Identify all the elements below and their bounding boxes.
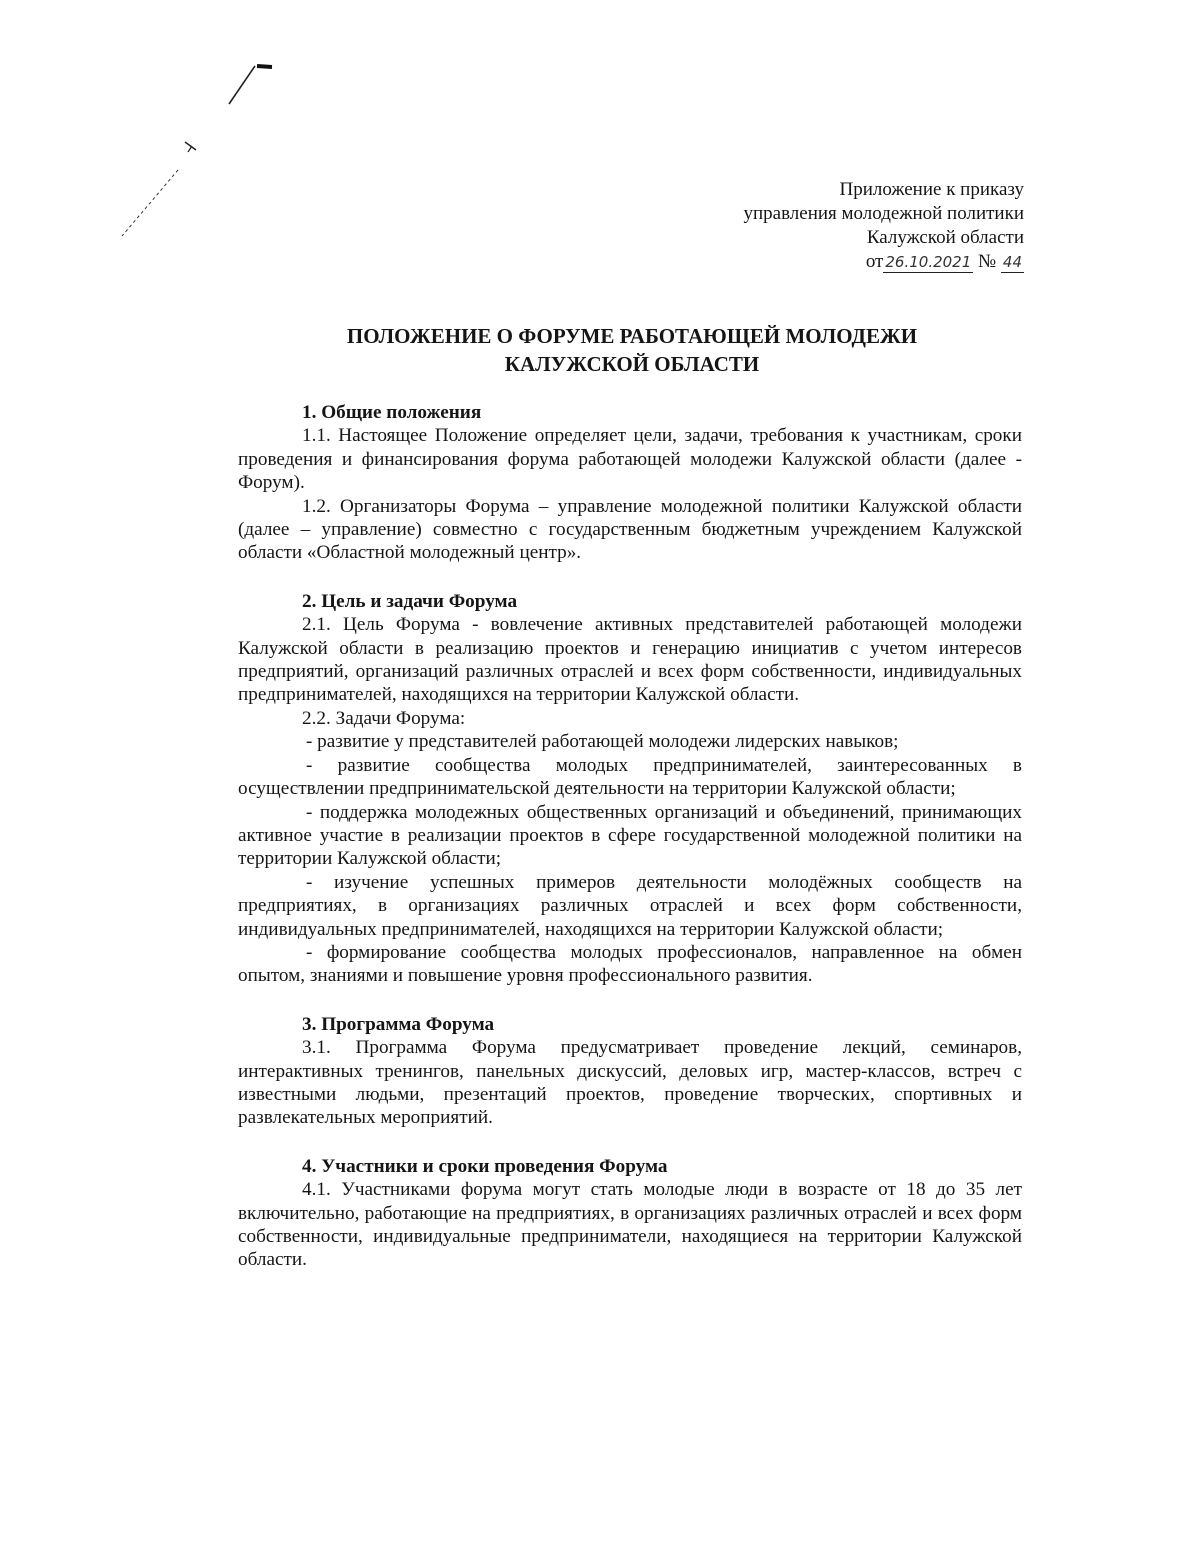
paragraph: 3.1. Программа Форума предусматривает проведение лекций, семинаров, интерактивных тренингов, панельных дискуссий, деловых игр, мастер-классов, встреч с известными людьми, презентаций проектов, проведение творческих, спортивных и развлекательных мероприятий. (238, 1037, 1022, 1129)
pen-tick-2 (188, 146, 192, 152)
paragraph: 4.1. Участниками форума могут стать молодые люди в возрасте от 18 до 35 лет включительно, работающие на предприятиях, в организациях различных отраслей и всех форм собственности, индивидуальные предприниматели, находящиеся на территории Калужской области. (238, 1179, 1022, 1271)
header-line-1: Приложение к приказу (839, 179, 1024, 200)
order-attachment-header (743, 178, 1024, 274)
list-item: - изучение успешных примеров деятельности молодёжных сообществ на предприятиях, в организациях различных отраслей и всех форм собственности, индивидуальных предпринимателей, находящихся на территории Калужской области; (238, 871, 1022, 940)
section-heading: 4. Участники и сроки проведения Форума (302, 1155, 668, 1177)
list-item: - поддержка молодежных общественных организаций и объединений, принимающих активное участие в реализации проектов в сфере государственной молодежной политики на территории Калужской области; (238, 801, 1022, 870)
handwritten-number: 44 (1002, 253, 1022, 271)
pen-stroke (229, 66, 255, 104)
section-heading: 1. Общие положения (302, 402, 482, 423)
paragraph: 2.1. Цель Форума - вовлечение активных представителей работающей молодежи Калужской области в реализацию проектов и генерацию инициатив с учетом интересов предприятий, организаций различных отраслей и всех форм собственности, индивидуальных предпринимателей, находящихся на территории Калужской области. (238, 614, 1022, 706)
section-heading: 3. Программа Форума (302, 1013, 495, 1035)
paragraph: 2.2. Задачи Форума: (302, 707, 466, 729)
header-line-3: Калужской области (866, 227, 1024, 248)
paragraph: 1.1. Настоящее Положение определяет цели, задачи, требования к участникам, сроки проведения и финансирования форума работающей молодежи Калужской области (далее - Форум). (238, 425, 1022, 494)
header-line-2: управления молодежной политики (743, 203, 1024, 224)
section-goals (238, 590, 1022, 988)
document-title (240, 322, 1024, 378)
faint-scan-line (122, 170, 178, 236)
section-participants (238, 1155, 1022, 1272)
document-body (238, 401, 1022, 1297)
list-item: - формирование сообщества молодых профессионалов, направленное на обмен опытом, знаниями и повышение уровня профессионального развития. (238, 941, 1022, 987)
number-prefix: № (978, 251, 997, 272)
section-program (238, 1013, 1022, 1130)
scan-marks (0, 0, 300, 260)
title-line-1: ПОЛОЖЕНИЕ О ФОРУМЕ РАБОТАЮЩЕЙ МОЛОДЕЖИ (346, 324, 918, 348)
header-date-number-line (743, 250, 1024, 274)
paragraph: 1.2. Организаторы Форума – управление молодежной политики Калужской области (далее – управление) совместно с государственным бюджетным учреждением Калужской области «Областной молодежный центр». (238, 495, 1022, 564)
list-item: - развитие у представителей работающей молодежи лидерских навыков; (306, 731, 899, 753)
section-general (238, 401, 1022, 565)
date-prefix: от (865, 251, 884, 272)
handwritten-date: 26.10.2021 (885, 253, 972, 271)
title-line-2: КАЛУЖСКОЙ ОБЛАСТИ (504, 352, 760, 376)
pen-stroke-dash (257, 66, 272, 67)
section-heading: 2. Цель и задачи Форума (302, 590, 518, 612)
list-item: - развитие сообщества молодых предпринимателей, заинтересованных в осуществлении предпринимательской деятельности на территории Калужской области; (238, 754, 1022, 800)
